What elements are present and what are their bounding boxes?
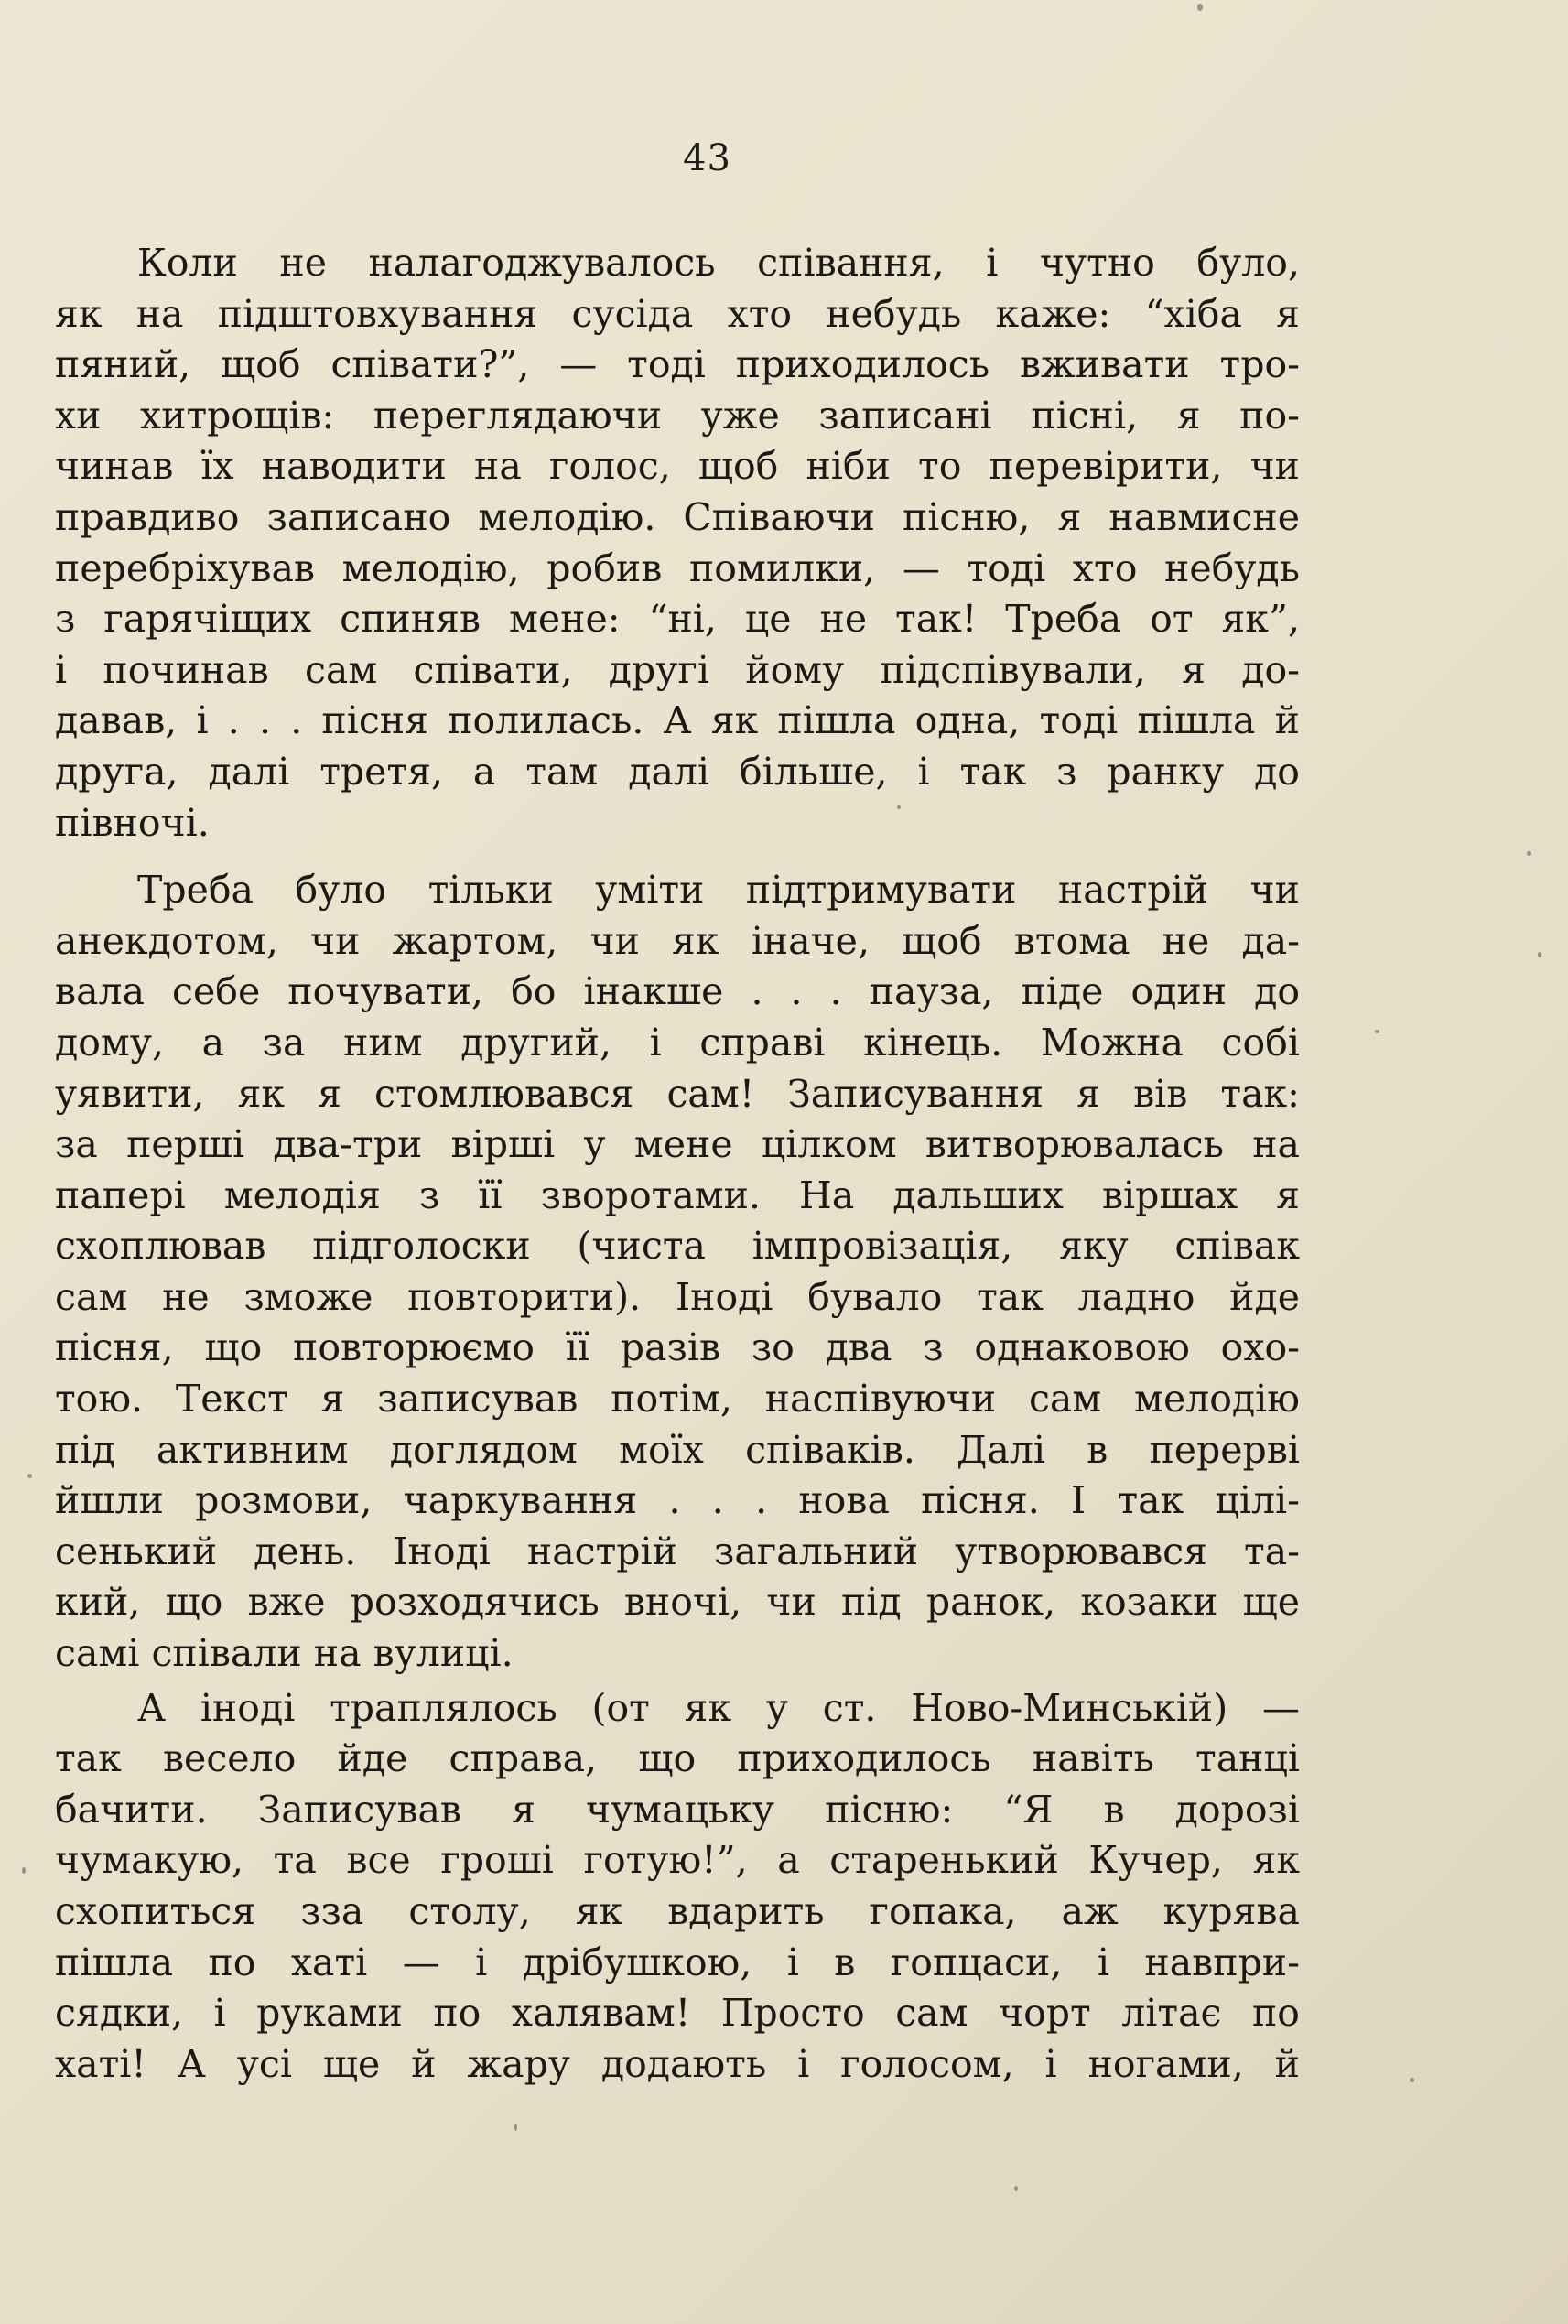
text-line: сенький день. Іноді настрій загальний утворювався та- [55, 1529, 1300, 1573]
text-line: чумакую, та все гроші готую!”, а старенький Кучер, як [55, 1838, 1300, 1883]
paper-speck [1527, 851, 1531, 856]
text-line: з гарячіщих спиняв мене: “ні, це не так! Треба от як”, [55, 597, 1300, 642]
text-line: пяний, щоб співати?”, — тоді приходилось вживати тро- [55, 342, 1300, 387]
text-line: пішла по хаті — і дрібушкою, і в гопцаси, і навпри- [55, 1940, 1300, 1984]
paper-speck [1410, 2078, 1414, 2082]
paper-speck [1197, 4, 1203, 11]
text-line: бачити. Записував я чумацьку пісню: “Я в дорозі [55, 1787, 1300, 1832]
paragraph [55, 1683, 1300, 2091]
text-line: чинав їх наводити на голос, щоб ніби то перевірити, чи [55, 444, 1300, 489]
page-number: 43 [683, 137, 731, 179]
text-line: самі співали на вулиці. [55, 1631, 514, 1676]
text-line: схопиться зза столу, як вдарить гопака, аж курява [55, 1889, 1300, 1933]
text-line: схоплював підголоски (чиста імпровізація, яку співак [55, 1224, 1300, 1269]
paragraph [55, 865, 1300, 1680]
text-line: хи хитрощів: переглядаючи уже записані пісні, я по- [55, 393, 1300, 438]
text-line: кий, що вже розходячись вночі, чи під ранок, козаки ще [55, 1580, 1300, 1625]
paper-speck [1538, 952, 1541, 957]
text-line: давав, і . . . пісня полилась. А як пішла одна, тоді пішла й [55, 698, 1300, 743]
text-line: за перші два-три вірші у мене цілком витворювалась на [55, 1122, 1300, 1167]
text-line: тою. Текст я записував потім, наспівуючи сам мелодію [55, 1377, 1300, 1421]
paper-speck [22, 1867, 26, 1874]
paper-speck [1375, 1030, 1379, 1033]
body-text [55, 238, 1300, 2090]
paragraph-gap [55, 849, 1300, 865]
text-line: анекдотом, чи жартом, чи як іначе, щоб втома не да- [55, 918, 1300, 963]
text-line: правдиво записано мелодію. Співаючи пісню, я навмисне [55, 494, 1300, 539]
text-line: вала себе почувати, бо інакше . . . пауза, піде один до [55, 969, 1300, 1014]
text-line: так весело йде справа, що приходилось навіть танці [55, 1736, 1300, 1781]
text-line: півночі. [55, 800, 210, 845]
text-line: під активним доглядом моїх співаків. Далі в перерві [55, 1427, 1300, 1472]
paper-speck [1014, 2186, 1018, 2191]
text-line: Треба було тільки уміти підтримувати настрій чи [137, 868, 1300, 913]
text-line: А іноді траплялось (от як у ст. Ново-Минській) — [137, 1685, 1300, 1730]
text-line: папері мелодія з її зворотами. На дальших віршах я [55, 1173, 1300, 1217]
text-line: Коли не налагоджувалось співання, і чутно було, [137, 241, 1300, 285]
text-line: сам не зможе повторити). Іноді бувало так ладно йде [55, 1274, 1300, 1319]
text-line: йшли розмови, чаркування . . . нова пісня. І так цілі- [55, 1478, 1300, 1523]
paper-speck [27, 1474, 32, 1478]
paragraph [55, 238, 1300, 849]
text-line: пісня, що повторюємо її разів зо два з однаковою охо- [55, 1325, 1300, 1370]
text-line: і починав сам співати, другі йому підспівували, я до- [55, 647, 1300, 692]
text-line: дому, а за ним другий, і справі кінець. Можна собі [55, 1020, 1300, 1065]
text-line: як на підштовхування сусіда хто небудь каже: “хіба я [55, 291, 1300, 336]
text-line: сядки, і руками по халявам! Просто сам чорт літає по [55, 1991, 1300, 2036]
text-line: уявити, як я стомлювався сам! Записування я вів так: [55, 1071, 1300, 1116]
paper-speck [514, 2124, 517, 2131]
text-line: хаті! А усі ще й жару додають і голосом, і ногами, й [55, 2041, 1300, 2086]
text-line: перебріхував мелодію, робив помилки, — тоді хто небудь [55, 546, 1300, 590]
text-line: друга, далі третя, а там далі більше, і так з ранку до [55, 749, 1300, 794]
